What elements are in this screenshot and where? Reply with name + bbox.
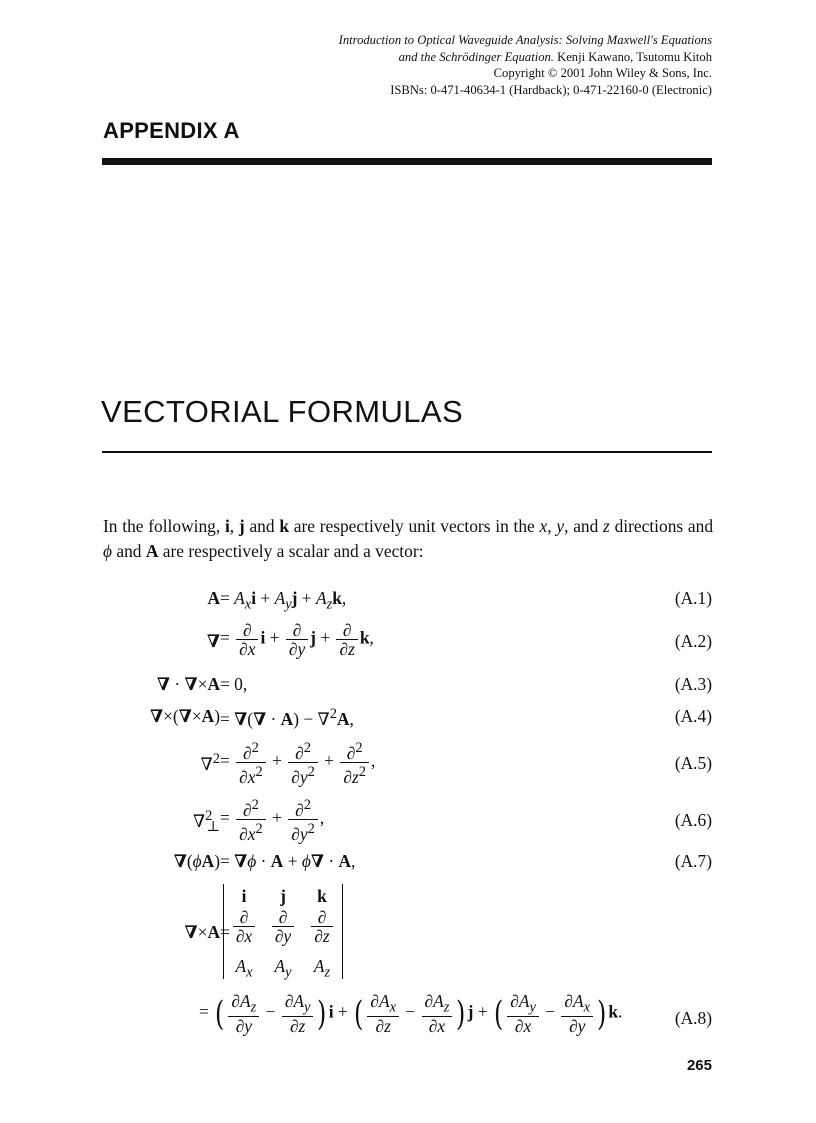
- book-subtitle: and the Schrödinger Equation.: [398, 49, 554, 64]
- appendix-label: APPENDIX A: [103, 118, 240, 143]
- equation-number: (A.7): [674, 851, 712, 871]
- equation-number: (A.8): [674, 1008, 712, 1028]
- equation-number: (A.3): [674, 674, 712, 694]
- copyright-line: Copyright © 2001 John Wiley & Sons, Inc.: [493, 66, 712, 80]
- equation-number: (A.1): [674, 588, 712, 608]
- equation-number: (A.6): [674, 810, 712, 830]
- equation-number: (A.5): [674, 753, 712, 773]
- page-number: 265: [686, 1057, 712, 1074]
- curl-determinant: i j k $\frac{\partial}{\partial x}$ $\frac{\partial}{\partial y}$ $\frac{\partial}{\partial z}$ $A_x$ $A_y$ $A_z$: [223, 884, 343, 979]
- intro-paragraph: In the following, i, j and k are respectively unit vectors in the x, y, and z directions and ϕ and A are respectively a scalar and a vector:: [103, 516, 714, 561]
- isbn-line: ISBNs: 0-471-40634-1 (Hardback); 0-471-22160-0 (Electronic): [390, 82, 712, 97]
- authors: Kenji Kawano, Tsutomu Kitoh: [557, 49, 712, 64]
- chapter-title: VECTORIAL FORMULAS: [101, 394, 464, 429]
- page: Introduction to Optical Waveguide Analysis: Solving Maxwell's Equations and the Schrödinger Equation. Kenji Kawano, Tsutomu Kitoh Copyright © 2001 John Wiley & Sons, Inc. ISBNs: 0-471-40634-1 (Hardback); 0-471-22160-0 (Electronic) APPENDIX A VECTORIAL FORMULAS In the following, i, j and k are respectively unit vectors in the x, y, and z directions and ϕ and A are respectively a scalar and a vector: A = $A_xi + A_yj + A_zk$, (A.1) ∇ = $\frac{\partial}{\partial x}$ i + $\frac{\partial}{\partial y}$ j + $\frac{\partial}{\partial z}$ k, (A.2) ∇ · ∇×A = 0, (A.3) ∇×(∇×A) = ∇(∇ · A) − ∇$^2$A, (A.4) ∇$^2$ = $\frac{\partial^2}{\partial x^2}$ + $\frac{\partial^2}{\partial y^2}$ + $\frac{\partial^2}{\partial z^2}$ , (A.5) ∇$^2_\perp$ = $\frac{\partial^2}{\partial x^2}$ + $\frac{\partial^2}{\partial y^2}$ , (A.6) ∇(ϕA) = ∇ϕ · A + ϕ∇ · A, (A.7) ∇×A = i j k $\frac{\partial}{\partial x}$ $\frac{\partial}{\partial y}$ $\frac{\partial}{\partial z}$ $A_x$ $A_y$ $A_z$ = ( $\frac{\partial A_z}{\partial y}$ − $\frac{\partial A_y}{\partial z}$ ) i + ( $\frac{\partial A_x}{\partial z}$ − $\frac{\partial A_z}{\partial x}$ ) j + ( $\frac{\partial A_y}{\partial x}$ − $\frac{\partial A_x}{\partial y}$ ) k. (A.8) 265: [101, 33, 714, 1074]
- book-header: [339, 32, 712, 98]
- book-title: Introduction to Optical Waveguide Analysis: Solving Maxwell's Equations: [338, 33, 712, 47]
- thin-divider: [102, 451, 712, 453]
- equation-number: (A.4): [674, 706, 712, 726]
- thick-divider: [102, 158, 712, 165]
- equation-number: (A.2): [674, 631, 712, 651]
